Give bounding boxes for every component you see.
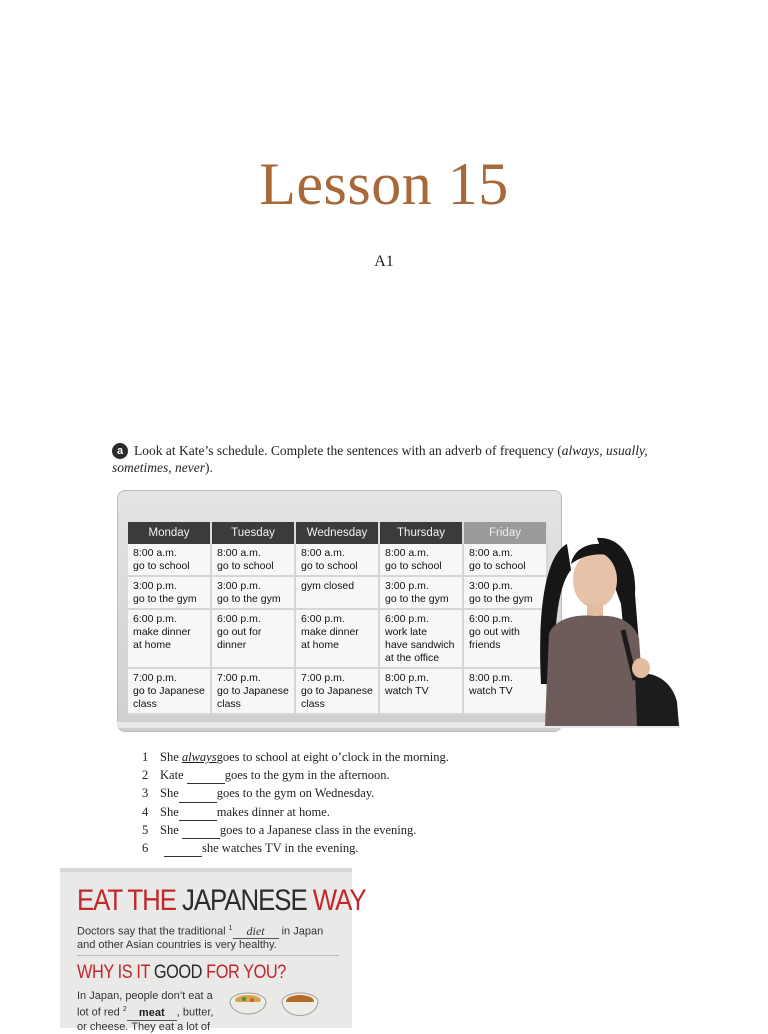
schedule-cell: 3:00 p.m. go to the gym <box>379 576 463 609</box>
sentence-5 <box>142 821 449 839</box>
sentence-6 <box>142 839 449 857</box>
schedule-cell: 8:00 a.m. go to school <box>295 544 379 576</box>
table-row <box>128 668 547 714</box>
answer-filled[interactable]: always <box>181 750 217 764</box>
schedule-cell: 7:00 p.m. go to Japanese class <box>128 668 211 714</box>
article-subtitle: WHY IS IT GOOD FOR YOU? <box>77 962 286 983</box>
sentence-post: goes to the gym in the afternoon. <box>224 768 390 783</box>
day-header: Monday <box>128 522 211 544</box>
day-header: Wednesday <box>295 522 379 544</box>
sentence-number: 4 <box>142 804 149 819</box>
schedule-cell: 8:00 a.m. go to school <box>211 544 295 576</box>
answer-blank[interactable] <box>164 839 202 857</box>
sentence-number: 6 <box>142 841 149 856</box>
article-answer-meat[interactable]: meat <box>127 1007 177 1021</box>
instruction-text: Look at Kate’s schedule. Complete the sentences with an adverb of frequency ( <box>134 443 562 458</box>
instruction-end: ). <box>204 460 213 475</box>
sentence-pre: She <box>160 822 179 837</box>
schedule-cell: 3:00 p.m. go to the gym <box>463 576 547 609</box>
lesson-title: Lesson 15 <box>259 151 509 217</box>
table-row <box>128 609 547 668</box>
sentence-number: 3 <box>142 786 149 801</box>
sentence-post: goes to the gym on Wednesday. <box>216 786 375 801</box>
schedule-cell: 3:00 p.m. go to the gym <box>211 576 295 609</box>
schedule-cell: gym closed <box>295 576 379 609</box>
schedule-cell: 6:00 p.m. go out for dinner <box>211 609 295 668</box>
schedule-cell: 8:00 a.m. go to school <box>128 544 211 576</box>
sentence-number: 1 <box>142 750 149 764</box>
day-header: Thursday <box>379 522 463 544</box>
food-bowls-image <box>228 988 338 1024</box>
exercise-letter-badge: a <box>112 443 128 459</box>
sentence-pre: She <box>160 786 179 801</box>
sentence-post: she watches TV in the evening. <box>202 841 359 856</box>
schedule-table <box>128 522 548 715</box>
instruction-adverbs-2: sometimes, never <box>112 460 205 475</box>
sentence-pre: Kate <box>160 768 184 783</box>
schedule-cell: 6:00 p.m. go out with friends <box>463 609 547 668</box>
schedule-cell: 8:00 p.m. watch TV <box>379 668 463 714</box>
sentence-pre: She <box>160 750 179 764</box>
sentence-4 <box>142 803 449 821</box>
schedule-cell: 6:00 p.m. make dinner at home <box>295 609 379 668</box>
answer-blank[interactable] <box>179 803 217 821</box>
exercise-sentences <box>142 748 449 857</box>
schedule-cell: 8:00 a.m. go to school <box>463 544 547 576</box>
schedule-cell: 7:00 p.m. go to Japanese class <box>211 668 295 714</box>
article-title: EAT THE JAPANESE WAY <box>77 884 366 917</box>
table-row <box>128 544 547 576</box>
day-header: Friday <box>463 522 547 544</box>
sentence-3 <box>142 784 449 802</box>
sentence-number: 2 <box>142 768 149 783</box>
sentence-post: makes dinner at home. <box>216 804 330 819</box>
answer-blank[interactable] <box>179 784 217 802</box>
sentence-number: 5 <box>142 822 149 837</box>
level-label: A1 <box>374 253 394 270</box>
kate-photo <box>537 534 681 726</box>
exercise-instruction <box>112 442 682 476</box>
sentence-pre: She <box>160 804 179 819</box>
answer-blank[interactable] <box>187 766 225 784</box>
article-answer-diet[interactable]: diet <box>233 925 279 939</box>
article-intro: Doctors say that the traditional $^1$ diet in Japan and other Asian countries is very healthy. <box>77 923 324 951</box>
schedule-cell: 6:00 p.m. make dinner at home <box>128 609 211 668</box>
schedule-cell: 8:00 p.m. watch TV <box>463 668 547 714</box>
schedule-cell: 7:00 p.m. go to Japanese class <box>295 668 379 714</box>
schedule-cell: 3:00 p.m. go to the gym <box>128 576 211 609</box>
schedule-cell: 8:00 a.m. go to school <box>379 544 463 576</box>
sentence-1 <box>142 748 449 766</box>
sentence-post: goes to a Japanese class in the evening. <box>219 822 417 837</box>
article-body: In Japan, people don’t eat a lot of red $^2$ meat , butter, or cheese. They eat a lot of <box>77 990 214 1033</box>
table-row <box>128 576 547 609</box>
sentence-post: goes to school at eight o’clock in the morning. <box>216 750 449 764</box>
day-header: Tuesday <box>211 522 295 544</box>
instruction-adverbs-1: always, usually, <box>561 443 648 458</box>
article-divider <box>77 955 339 956</box>
sentence-2 <box>142 766 449 784</box>
schedule-cell: 6:00 p.m. work late have sandwich at the office <box>379 609 463 668</box>
answer-blank[interactable] <box>182 821 220 839</box>
